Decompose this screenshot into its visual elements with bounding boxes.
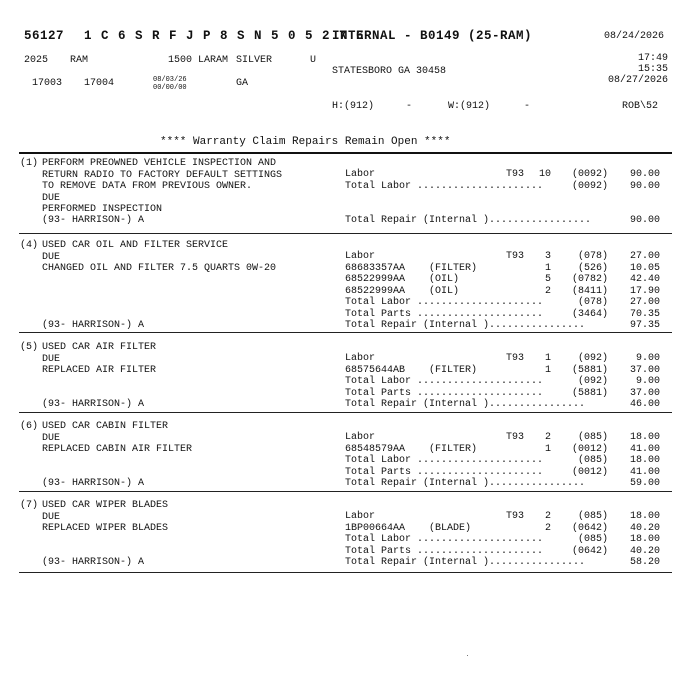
vehicle-make: RAM: [70, 55, 89, 66]
line-amount: 18.00: [629, 455, 660, 466]
date-top: 08/24/2026: [604, 31, 665, 42]
line-label: Total Labor .....................: [345, 455, 544, 466]
line-label: Total Repair (Internal ).................: [345, 215, 592, 226]
line-ref: (078): [577, 297, 608, 308]
job-number: (7): [20, 500, 39, 511]
job-divider: [19, 233, 672, 234]
line-amount: 9.00: [635, 376, 660, 387]
line-amount: 40.20: [629, 545, 660, 557]
state: GA: [236, 78, 249, 89]
mileage-in: 17003: [32, 78, 63, 89]
line-ref: (085): [577, 511, 608, 522]
job-divider: [19, 332, 672, 333]
banner: **** Warranty Claim Repairs Remain Open ****: [160, 136, 451, 148]
line-label: Total Repair (Internal )................: [345, 320, 586, 331]
line-amount: 90.00: [629, 169, 660, 180]
line-qty: 2: [544, 432, 551, 443]
job-description-line: DUE: [42, 511, 61, 523]
line-amount: 27.00: [629, 251, 660, 262]
job-description-line: TO REMOVE DATA FROM PREVIOUS OWNER.: [42, 181, 253, 192]
line-qty: 10: [538, 169, 551, 180]
job-number: (6): [20, 421, 39, 432]
line-code: T93: [506, 169, 525, 180]
line-ref: (0642): [571, 545, 608, 557]
advisor: ROB\52: [621, 101, 658, 112]
line-label: Total Repair (Internal )................: [345, 399, 586, 410]
job-description-line: REPLACED AIR FILTER: [42, 365, 157, 376]
line-label: Total Parts .....................: [345, 387, 544, 399]
vehicle-model: 1500 LARAM: [168, 55, 229, 66]
line-amount: 18.00: [629, 511, 660, 522]
line-label: 1BP00664AA (BLADE): [345, 522, 472, 534]
job-description-line: CHANGED OIL AND FILTER 7.5 QUARTS 0W-20: [42, 263, 277, 274]
line-label: Total Labor .....................: [345, 297, 544, 308]
mileage-out: 17004: [84, 78, 115, 89]
line-label: Labor: [345, 511, 376, 522]
line-label: Total Repair (Internal )................: [345, 478, 586, 489]
line-label: 68575644AB (FILTER): [345, 364, 478, 376]
time-1: 17:49: [637, 53, 668, 64]
line-qty: 5: [544, 274, 551, 285]
job-description-line: PERFORMED INSPECTION: [42, 204, 163, 215]
line-label: Total Parts .....................: [345, 308, 544, 320]
line-ref: (085): [577, 455, 608, 466]
small-date-2: 00/00/00: [153, 84, 187, 92]
line-label: 68522999AA (OIL): [345, 285, 460, 297]
line-code: T93: [506, 511, 525, 522]
line-amount: 97.35: [629, 320, 660, 331]
line-amount: 46.00: [629, 399, 660, 410]
line-amount: 90.00: [629, 215, 660, 226]
line-label: Total Parts .....................: [345, 466, 544, 478]
line-ref: (526): [577, 262, 608, 274]
job-description-line: REPLACED WIPER BLADES: [42, 523, 169, 534]
line-ref: (0092): [571, 169, 608, 180]
job-description-line: DUE: [42, 353, 61, 365]
line-ref: (0642): [571, 522, 608, 534]
vehicle-color: SILVER: [236, 55, 273, 66]
job-divider: [19, 412, 672, 413]
line-amount: 18.00: [629, 432, 660, 443]
line-qty: 2: [544, 511, 551, 522]
technician: (93- HARRISON-) A: [42, 478, 145, 489]
line-label: 68548579AA (FILTER): [345, 443, 478, 455]
line-code: T93: [506, 432, 525, 443]
line-ref: (3464): [571, 308, 608, 320]
line-ref: (0012): [571, 466, 608, 478]
job-number: (5): [20, 342, 39, 353]
line-amount: 58.20: [629, 557, 660, 568]
line-qty: 2: [544, 522, 551, 534]
line-qty: 1: [544, 364, 551, 376]
line-ref: (0092): [571, 180, 608, 192]
line-label: Total Labor .....................: [345, 376, 544, 387]
line-label: Total Labor .....................: [345, 534, 544, 545]
job-description-line: USED CAR WIPER BLADES: [42, 500, 169, 511]
vehicle-flag: U: [310, 55, 317, 66]
line-amount: 17.90: [629, 285, 660, 297]
work-phone: W:(912): [448, 101, 491, 112]
job-number: (4): [20, 240, 39, 251]
work-phone-dash: -: [524, 101, 531, 112]
job-description-line: REPLACED CABIN AIR FILTER: [42, 444, 193, 455]
line-ref: (5881): [571, 364, 608, 376]
line-ref: (078): [577, 251, 608, 262]
job-divider: [19, 572, 672, 573]
line-amount: 37.00: [629, 387, 660, 399]
technician: (93- HARRISON-) A: [42, 557, 145, 568]
job-description-line: USED CAR CABIN FILTER: [42, 421, 169, 432]
line-amount: 41.00: [629, 466, 660, 478]
date-2: 08/27/2026: [607, 75, 668, 86]
home-phone: H:(912): [332, 101, 375, 112]
line-qty: 1: [544, 353, 551, 364]
line-ref: (0012): [571, 443, 608, 455]
job-description-line: DUE: [42, 192, 61, 204]
line-label: Total Parts .....................: [345, 545, 544, 557]
line-ref: (8411): [571, 285, 608, 297]
line-label: 68522999AA (OIL): [345, 274, 460, 285]
customer-city: STATESBORO GA 30458: [332, 66, 447, 77]
line-label: Labor: [345, 251, 376, 262]
job-number: (1): [20, 158, 39, 169]
line-ref: (085): [577, 534, 608, 545]
line-qty: 2: [544, 285, 551, 297]
line-ref: (092): [577, 376, 608, 387]
technician: (93- HARRISON-) A: [42, 399, 145, 410]
line-amount: 27.00: [629, 297, 660, 308]
small-date-1: 08/03/26: [153, 76, 187, 84]
scan-speck: [467, 655, 468, 656]
job-description-line: USED CAR OIL AND FILTER SERVICE: [42, 240, 229, 251]
divider-top: [19, 152, 672, 154]
time-2: 15:35: [637, 64, 668, 75]
line-qty: 3: [544, 251, 551, 262]
line-amount: 18.00: [629, 534, 660, 545]
line-ref: (085): [577, 432, 608, 443]
home-phone-dash: -: [406, 101, 413, 112]
line-label: Total Repair (Internal )................: [345, 557, 586, 568]
line-amount: 10.05: [629, 262, 660, 274]
line-ref: (092): [577, 353, 608, 364]
technician: (93- HARRISON-) A: [42, 215, 145, 226]
vehicle-year: 2025: [24, 55, 49, 66]
line-amount: 40.20: [629, 522, 660, 534]
job-description-line: RETURN RADIO TO FACTORY DEFAULT SETTINGS: [42, 169, 283, 181]
line-label: Labor: [345, 432, 376, 443]
line-ref: (0782): [571, 274, 608, 285]
job-description-line: PERFORM PREOWNED VEHICLE INSPECTION AND: [42, 158, 277, 169]
line-qty: 1: [544, 443, 551, 455]
line-label: Labor: [345, 169, 376, 180]
line-amount: 70.35: [629, 308, 660, 320]
line-code: T93: [506, 251, 525, 262]
line-code: T93: [506, 353, 525, 364]
line-label: Labor: [345, 353, 376, 364]
department: INTERNAL - B0149 (25-RAM): [332, 29, 533, 43]
technician: (93- HARRISON-) A: [42, 320, 145, 331]
vin: 1 C 6 S R F J P 8 S N 5 0 5 2 7 6: [84, 29, 365, 43]
job-divider: [19, 491, 672, 492]
line-amount: 42.40: [629, 274, 660, 285]
line-label: Total Labor .....................: [345, 180, 544, 192]
line-ref: (5881): [571, 387, 608, 399]
line-amount: 37.00: [629, 364, 660, 376]
line-qty: 1: [544, 262, 551, 274]
line-label: 68683357AA (FILTER): [345, 262, 478, 274]
line-amount: 41.00: [629, 443, 660, 455]
line-amount: 90.00: [629, 180, 660, 192]
ro-number: 56127: [24, 29, 65, 43]
job-description-line: DUE: [42, 251, 61, 263]
job-description-line: DUE: [42, 432, 61, 444]
line-amount: 9.00: [635, 353, 660, 364]
job-description-line: USED CAR AIR FILTER: [42, 342, 157, 353]
line-amount: 59.00: [629, 478, 660, 489]
